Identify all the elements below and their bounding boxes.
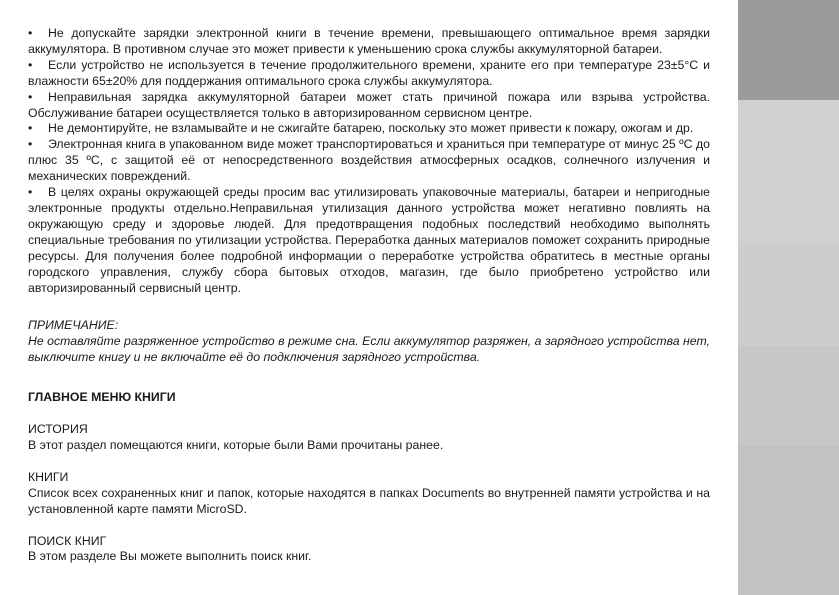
bullet-text: Неправильная зарядка аккумуляторной батареи может стать причиной пожара или взрыва устройства. Обслуживание батареи осуществляется только в авторизированном сервисном центре.: [28, 89, 710, 120]
chapter-tab: [738, 446, 839, 595]
bullet-text: В целях охраны окружающей среды просим вас утилизировать упаковочные материалы, батареи и непригодные электронные продукты отдельно.Неправильная утилизация данного устройства может негативно повлиять на окружающую среду и здоровье людей. Для предотвращения подобных последствий необходимо выполнять специальные требования по утилизации устройства. Переработка данных материалов поможет сохранить природные ресурсы. Для получения более подробной информации о переработке устройства обратитесь в местные органы городского управления, службу сбора бытовых отходов, магазин, где было приобретено устройство или авторизированный сервисный центр.: [28, 185, 710, 295]
list-item: [28, 121, 710, 137]
bullet-text: Не допускайте зарядки электронной книги в течение времени, превышающего оптимальное время зарядки аккумулятора. В противном случае это может привести к уменьшению срока службы аккумуляторной батареи.: [28, 26, 710, 56]
section-heading: ГЛАВНОЕ МЕНЮ КНИГИ: [28, 390, 176, 405]
note-heading: ПРИМЕЧАНИЕ:: [28, 318, 119, 333]
bullet-icon: •: [28, 121, 33, 136]
bullet-text: Не демонтируйте, не взламывайте и не сжигайте батарею, поскольку это может привести к пожару, ожогам и др.: [48, 121, 694, 136]
menu-section-search: [28, 534, 710, 566]
list-item: [28, 185, 710, 296]
menu-section-text: Список всех сохраненных книг и папок, которые находятся в папках Documents во внутренней памяти устройства и на установленной карте памяти MicroSD.: [28, 485, 710, 516]
menu-section-title: ИСТОРИЯ: [28, 422, 88, 437]
chapter-tab: [738, 346, 839, 446]
bullet-icon: •: [28, 185, 33, 200]
note-text: Не оставляйте разряженное устройство в режиме сна. Если аккумулятор разряжен, а зарядного устройства нет, выключите книгу и не включайте её до подключения зарядного устройства.: [28, 334, 710, 365]
note-block: [28, 318, 710, 366]
bullet-icon: •: [28, 26, 33, 40]
menu-section-history: [28, 422, 710, 454]
bullet-icon: •: [28, 137, 33, 152]
list-item: [28, 90, 710, 122]
bullet-text: Электронная книга в упакованном виде может транспортироваться и храниться при температуре от минус 25 ºС до плюс 35 ºС, с защитой её от непосредственного воздействия атмосферных осадков, солнечного излучения и механических повреждений.: [28, 137, 710, 184]
chapter-tab: [738, 100, 839, 246]
list-item: [28, 137, 710, 185]
chapter-tab-strip: [738, 0, 839, 595]
menu-section-title: ПОИСК КНИГ: [28, 533, 107, 548]
manual-page: [28, 26, 710, 565]
menu-section-text: В этом разделе Вы можете выполнить поиск книг.: [28, 549, 312, 564]
bullet-icon: •: [28, 89, 33, 104]
safety-bullet-list: [28, 26, 710, 296]
menu-section-text: В этот раздел помещаются книги, которые были Вами прочитаны ранее.: [28, 437, 444, 452]
chapter-tab: [738, 246, 839, 346]
list-item: [28, 26, 710, 58]
bullet-text: Если устройство не используется в течение продолжительного времени, храните его при температуре 23±5°С и влажности 65±20% для поддержания оптимального срока службы аккумулятора.: [28, 57, 710, 88]
menu-section-books: [28, 470, 710, 518]
chapter-tab-active: [738, 0, 839, 100]
menu-section-title: КНИГИ: [28, 469, 69, 484]
bullet-icon: •: [28, 57, 33, 72]
list-item: [28, 58, 710, 90]
